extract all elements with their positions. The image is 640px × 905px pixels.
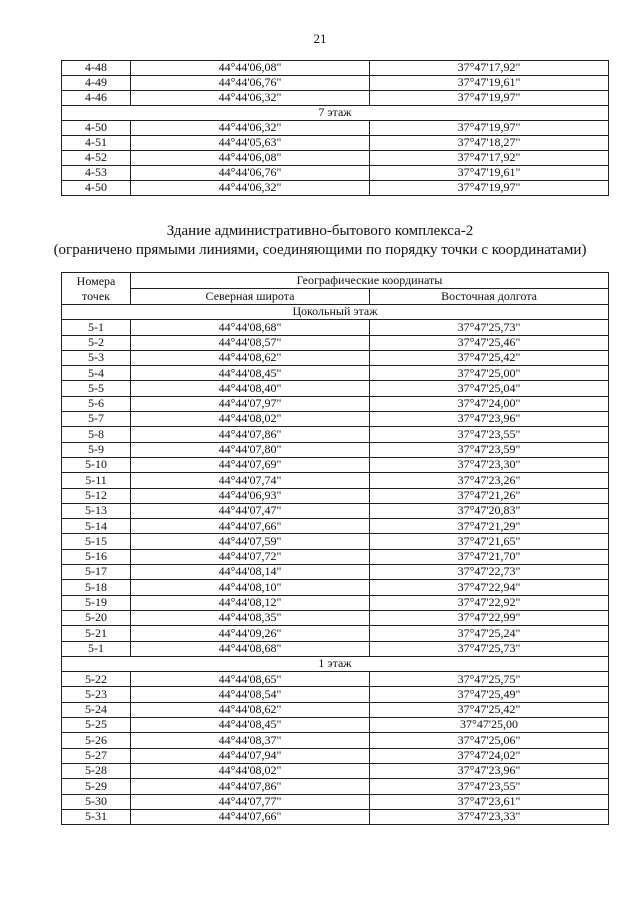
north-latitude-cell: 44°44'08,62" <box>131 350 370 365</box>
north-latitude-cell: 44°44'08,65" <box>131 672 370 687</box>
point-number-cell: 5-2 <box>62 335 131 350</box>
east-longitude-cell: 37°47'24,02" <box>370 748 609 763</box>
section-label-basement: Цокольный этаж <box>62 305 609 320</box>
north-latitude-cell: 44°44'08,14" <box>131 565 370 580</box>
point-number-cell: 4-49 <box>62 76 131 91</box>
point-number-cell: 5-18 <box>62 580 131 595</box>
east-longitude-cell: 37°47'25,49" <box>370 687 609 702</box>
north-latitude-cell: 44°44'07,74" <box>131 473 370 488</box>
table-row <box>62 779 609 794</box>
point-number-cell: 5-24 <box>62 702 131 717</box>
table-row <box>62 381 609 396</box>
east-longitude-cell: 37°47'19,61" <box>370 166 609 181</box>
east-longitude-cell: 37°47'25,42" <box>370 350 609 365</box>
table-row <box>62 396 609 411</box>
east-longitude-cell: 37°47'25,00" <box>370 366 609 381</box>
east-longitude-cell: 37°47'23,96" <box>370 763 609 778</box>
point-number-cell: 5-1 <box>62 320 131 335</box>
point-number-cell: 5-10 <box>62 457 131 472</box>
east-longitude-cell: 37°47'25,46" <box>370 335 609 350</box>
point-number-cell: 5-23 <box>62 687 131 702</box>
east-longitude-cell: 37°47'23,30" <box>370 457 609 472</box>
east-longitude-cell: 37°47'23,96" <box>370 412 609 427</box>
table-row <box>62 580 609 595</box>
north-latitude-cell: 44°44'07,97" <box>131 396 370 411</box>
table-row <box>62 626 609 641</box>
table-row <box>62 136 609 151</box>
east-longitude-cell: 37°47'20,83" <box>370 503 609 518</box>
header-east-longitude: Восточная долгота <box>370 289 609 305</box>
table-row <box>62 457 609 472</box>
east-longitude-cell: 37°47'21,70" <box>370 549 609 564</box>
north-latitude-cell: 44°44'08,02" <box>131 412 370 427</box>
east-longitude-cell: 37°47'24,00" <box>370 396 609 411</box>
point-number-cell: 5-17 <box>62 565 131 580</box>
point-number-cell: 5-28 <box>62 763 131 778</box>
table-row <box>62 565 609 580</box>
table-row <box>62 519 609 534</box>
north-latitude-cell: 44°44'08,54" <box>131 687 370 702</box>
point-number-cell: 4-53 <box>62 166 131 181</box>
table-row <box>62 151 609 166</box>
north-latitude-cell: 44°44'07,80" <box>131 442 370 457</box>
table-row <box>62 718 609 733</box>
east-longitude-cell: 37°47'19,97" <box>370 121 609 136</box>
point-number-cell: 5-3 <box>62 350 131 365</box>
point-number-cell: 5-27 <box>62 748 131 763</box>
north-latitude-cell: 44°44'07,59" <box>131 534 370 549</box>
table-row <box>62 166 609 181</box>
north-latitude-cell: 44°44'09,26" <box>131 626 370 641</box>
east-longitude-cell: 37°47'25,06" <box>370 733 609 748</box>
page-number: 21 <box>313 31 327 46</box>
east-longitude-cell: 37°47'21,65" <box>370 534 609 549</box>
north-latitude-cell: 44°44'08,12" <box>131 595 370 610</box>
north-latitude-cell: 44°44'08,40" <box>131 381 370 396</box>
north-latitude-cell: 44°44'07,77" <box>131 794 370 809</box>
east-longitude-cell: 37°47'23,26" <box>370 473 609 488</box>
section-subheading: (ограничено прямыми линиями, соединяющими по порядку точки с координатами) <box>53 242 587 258</box>
table2-section2-rows <box>62 672 609 825</box>
north-latitude-cell: 44°44'08,68" <box>131 320 370 335</box>
table2-section1-rows <box>62 320 609 657</box>
north-latitude-cell: 44°44'06,93" <box>131 488 370 503</box>
north-latitude-cell: 44°44'06,32" <box>131 121 370 136</box>
table-row <box>62 672 609 687</box>
east-longitude-cell: 37°47'25,04" <box>370 381 609 396</box>
table-row <box>62 335 609 350</box>
table-row <box>62 809 609 824</box>
table-row <box>62 641 609 656</box>
point-number-cell: 4-52 <box>62 151 131 166</box>
north-latitude-cell: 44°44'07,72" <box>131 549 370 564</box>
point-number-cell: 5-7 <box>62 412 131 427</box>
point-number-cell: 5-20 <box>62 610 131 625</box>
north-latitude-cell: 44°44'08,37" <box>131 733 370 748</box>
table-row <box>62 503 609 518</box>
point-number-cell: 5-14 <box>62 519 131 534</box>
east-longitude-cell: 37°47'21,26" <box>370 488 609 503</box>
header-point-numbers-line1: Номера <box>76 273 116 288</box>
east-longitude-cell: 37°47'19,97" <box>370 181 609 196</box>
point-number-cell: 5-4 <box>62 366 131 381</box>
east-longitude-cell: 37°47'23,55" <box>370 427 609 442</box>
north-latitude-cell: 44°44'07,66" <box>131 809 370 824</box>
north-latitude-cell: 44°44'07,86" <box>131 779 370 794</box>
table2-section1-header <box>62 305 609 320</box>
east-longitude-cell: 37°47'22,94" <box>370 580 609 595</box>
north-latitude-cell: 44°44'08,68" <box>131 641 370 656</box>
point-number-cell: 5-21 <box>62 626 131 641</box>
north-latitude-cell: 44°44'07,69" <box>131 457 370 472</box>
east-longitude-cell: 37°47'23,61" <box>370 794 609 809</box>
east-longitude-cell: 37°47'25,75" <box>370 672 609 687</box>
table-row <box>62 320 609 335</box>
table-row <box>62 61 609 76</box>
point-number-cell: 5-22 <box>62 672 131 687</box>
north-latitude-cell: 44°44'06,08" <box>131 61 370 76</box>
east-longitude-cell: 37°47'23,55" <box>370 779 609 794</box>
table-row <box>62 549 609 564</box>
section-label-1-floor: 1 этаж <box>62 656 609 671</box>
point-number-cell: 5-6 <box>62 396 131 411</box>
table-row <box>62 181 609 196</box>
header-north-latitude: Северная широта <box>131 289 370 305</box>
east-longitude-cell: 37°47'25,00 <box>370 718 609 733</box>
table-row <box>62 121 609 136</box>
point-number-cell: 5-26 <box>62 733 131 748</box>
point-number-cell: 5-31 <box>62 809 131 824</box>
header-geo-coordinates: Географические координаты <box>131 273 609 289</box>
table-row <box>62 595 609 610</box>
table-row <box>62 442 609 457</box>
north-latitude-cell: 44°44'08,62" <box>131 702 370 717</box>
table2-section2-header <box>62 656 609 671</box>
east-longitude-cell: 37°47'23,33" <box>370 809 609 824</box>
east-longitude-cell: 37°47'19,61" <box>370 76 609 91</box>
north-latitude-cell: 44°44'08,10" <box>131 580 370 595</box>
point-number-cell: 5-1 <box>62 641 131 656</box>
north-latitude-cell: 44°44'08,45" <box>131 366 370 381</box>
table1-rows-after <box>62 121 609 196</box>
table1-section <box>62 106 609 121</box>
point-number-cell: 4-48 <box>62 61 131 76</box>
east-longitude-cell: 37°47'17,92" <box>370 151 609 166</box>
north-latitude-cell: 44°44'06,76" <box>131 166 370 181</box>
east-longitude-cell: 37°47'17,92" <box>370 61 609 76</box>
coordinates-table-building-2 <box>61 272 609 825</box>
north-latitude-cell: 44°44'07,47" <box>131 503 370 518</box>
table-row <box>62 687 609 702</box>
point-number-cell: 4-51 <box>62 136 131 151</box>
north-latitude-cell: 44°44'06,76" <box>131 76 370 91</box>
north-latitude-cell: 44°44'06,08" <box>131 151 370 166</box>
point-number-cell: 4-50 <box>62 181 131 196</box>
point-number-cell: 5-19 <box>62 595 131 610</box>
east-longitude-cell: 37°47'18,27" <box>370 136 609 151</box>
point-number-cell: 5-25 <box>62 718 131 733</box>
table-row <box>62 794 609 809</box>
point-number-cell: 5-5 <box>62 381 131 396</box>
point-number-cell: 5-12 <box>62 488 131 503</box>
table-row <box>62 610 609 625</box>
east-longitude-cell: 37°47'21,29" <box>370 519 609 534</box>
table-row <box>62 473 609 488</box>
point-number-cell: 5-8 <box>62 427 131 442</box>
north-latitude-cell: 44°44'08,35" <box>131 610 370 625</box>
north-latitude-cell: 44°44'07,86" <box>131 427 370 442</box>
east-longitude-cell: 37°47'25,42" <box>370 702 609 717</box>
table-row <box>62 350 609 365</box>
table-row <box>62 748 609 763</box>
north-latitude-cell: 44°44'08,57" <box>131 335 370 350</box>
east-longitude-cell: 37°47'22,92" <box>370 595 609 610</box>
table-row <box>62 91 609 106</box>
east-longitude-cell: 37°47'23,59" <box>370 442 609 457</box>
point-number-cell: 5-9 <box>62 442 131 457</box>
east-longitude-cell: 37°47'25,73" <box>370 320 609 335</box>
header-point-numbers <box>62 273 131 305</box>
point-number-cell: 5-16 <box>62 549 131 564</box>
north-latitude-cell: 44°44'07,66" <box>131 519 370 534</box>
point-number-cell: 4-50 <box>62 121 131 136</box>
east-longitude-cell: 37°47'22,73" <box>370 565 609 580</box>
north-latitude-cell: 44°44'06,32" <box>131 181 370 196</box>
north-latitude-cell: 44°44'08,02" <box>131 763 370 778</box>
point-number-cell: 5-11 <box>62 473 131 488</box>
east-longitude-cell: 37°47'19,97" <box>370 91 609 106</box>
east-longitude-cell: 37°47'22,99" <box>370 610 609 625</box>
header-point-numbers-line2: точек <box>82 288 110 303</box>
section-heading: Здание административно-бытового комплекса-2 <box>166 223 474 239</box>
point-number-cell: 5-13 <box>62 503 131 518</box>
point-number-cell: 5-29 <box>62 779 131 794</box>
table-row <box>62 488 609 503</box>
point-number-cell: 5-15 <box>62 534 131 549</box>
east-longitude-cell: 37°47'25,24" <box>370 626 609 641</box>
table-row <box>62 733 609 748</box>
north-latitude-cell: 44°44'07,94" <box>131 748 370 763</box>
table-row <box>62 76 609 91</box>
table-row <box>62 534 609 549</box>
coordinates-table-building-1 <box>61 60 609 196</box>
north-latitude-cell: 44°44'05,63" <box>131 136 370 151</box>
table-row <box>62 427 609 442</box>
section-label-7-floor: 7 этаж <box>62 106 609 121</box>
east-longitude-cell: 37°47'25,73" <box>370 641 609 656</box>
point-number-cell: 4-46 <box>62 91 131 106</box>
point-number-cell: 5-30 <box>62 794 131 809</box>
table1-rows-before <box>62 61 609 106</box>
table-row <box>62 702 609 717</box>
north-latitude-cell: 44°44'08,45" <box>131 718 370 733</box>
table-row <box>62 763 609 778</box>
north-latitude-cell: 44°44'06,32" <box>131 91 370 106</box>
table-row <box>62 412 609 427</box>
table-row <box>62 366 609 381</box>
